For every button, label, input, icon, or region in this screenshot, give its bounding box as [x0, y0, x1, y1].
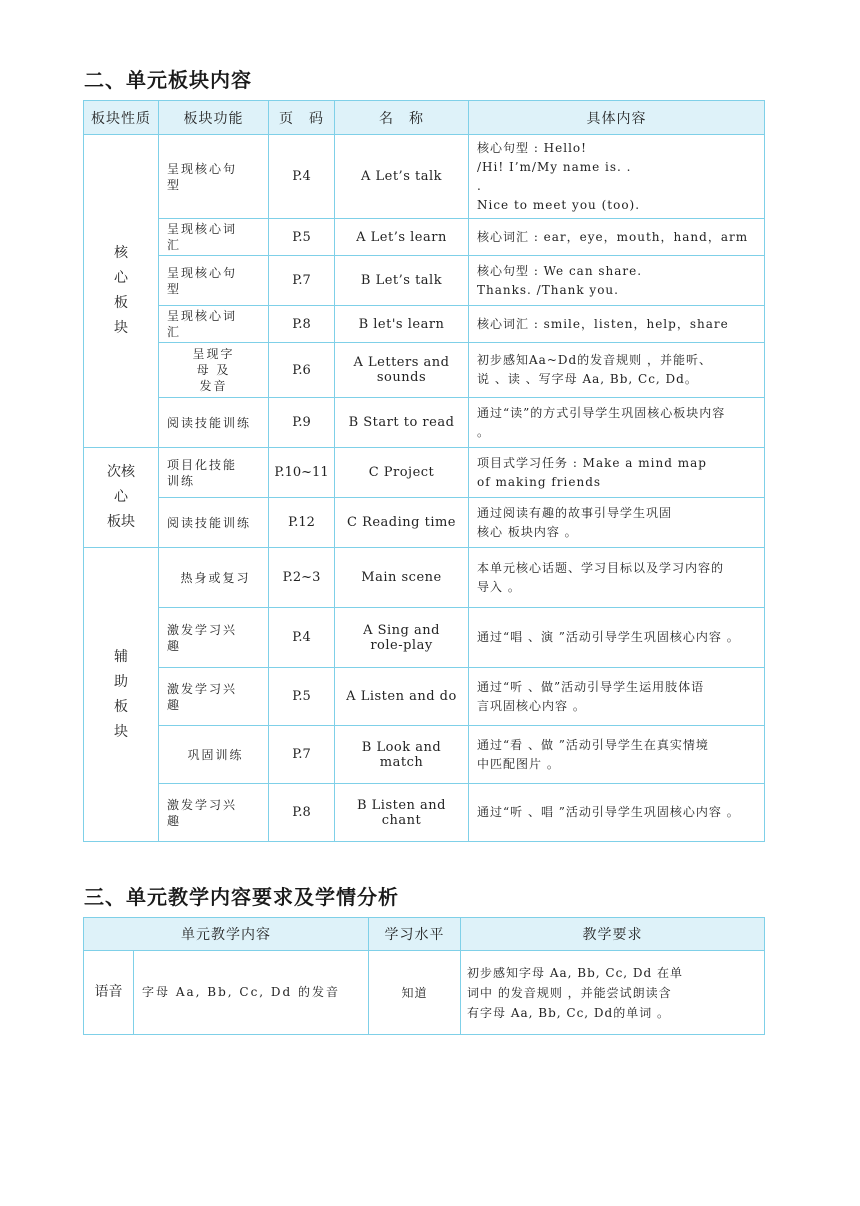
content-cell: 通过阅读有趣的故事引导学生巩固 核心 板块内容 。: [469, 498, 765, 548]
page-cell: P.8: [269, 306, 335, 343]
category-cell: 次核 心 板块: [84, 448, 159, 548]
page-cell: P.4: [269, 608, 335, 668]
header-content: 具体内容: [469, 101, 765, 135]
header-name: 名 称: [335, 101, 469, 135]
page-cell: P.4: [269, 135, 335, 219]
name-cell: A Let’s talk: [335, 135, 469, 219]
table-row: [84, 256, 765, 306]
function-cell: 巩固训练: [159, 726, 269, 784]
name-cell: B Let’s talk: [335, 256, 469, 306]
category-cell: 辅 助 板 块: [84, 548, 159, 842]
header-page: 页 码: [269, 101, 335, 135]
table-row: [84, 608, 765, 668]
section-title-units: 二、单元板块内容: [84, 68, 252, 92]
req-requirement: 初步感知字母 Aa, Bb, Cc, Dd 在单 词中 的发音规则 ，并能尝试朗读含 有字母 Aa, Bb, Cc, Dd的单词 。: [461, 951, 765, 1035]
page-cell: P.9: [269, 398, 335, 448]
content-cell: 核心词汇 : ear，eye，mouth，hand，arm: [469, 219, 765, 256]
function-cell: 激发学习兴 趣: [159, 608, 269, 668]
table-row: [84, 219, 765, 256]
page-cell: P.2~3: [269, 548, 335, 608]
function-cell: 激发学习兴 趣: [159, 784, 269, 842]
function-cell: 热身或复习: [159, 548, 269, 608]
header-level: 学习水平: [369, 918, 461, 951]
content-cell: 项目式学习任务 : Make a mind map of making friends: [469, 448, 765, 498]
req-category: 语音: [84, 951, 134, 1035]
table-row: [84, 343, 765, 398]
function-cell: 激发学习兴 趣: [159, 668, 269, 726]
function-cell: 呈现字 母 及 发音: [159, 343, 269, 398]
table-row: [84, 498, 765, 548]
page-cell: P.7: [269, 256, 335, 306]
page-cell: P.6: [269, 343, 335, 398]
content-cell: 初步感知Aa~Dd的发音规则 ，并能听、 说 、读 、写字母 Aa, Bb, Cc, Dd。: [469, 343, 765, 398]
table-row: [84, 548, 765, 608]
unit-content-table: [83, 100, 765, 842]
table-row: [84, 726, 765, 784]
name-cell: C Project: [335, 448, 469, 498]
page-cell: P.8: [269, 784, 335, 842]
table-row: [84, 668, 765, 726]
name-cell: A Listen and do: [335, 668, 469, 726]
section-title-requirements: 三、单元教学内容要求及学情分析: [84, 885, 399, 909]
header-function: 板块功能: [159, 101, 269, 135]
header-unit-content: 单元教学内容: [84, 918, 369, 951]
function-cell: 呈现核心词 汇: [159, 219, 269, 256]
name-cell: B let's learn: [335, 306, 469, 343]
table-row: [84, 135, 765, 219]
page-cell: P.10~11: [269, 448, 335, 498]
table-row: [84, 448, 765, 498]
category-cell: 核 心 板 块: [84, 135, 159, 448]
header-requirement: 教学要求: [461, 918, 765, 951]
content-cell: 通过“看 、做 ”活动引导学生在真实情境 中匹配图片 。: [469, 726, 765, 784]
function-cell: 阅读技能训练: [159, 398, 269, 448]
header-nature: 板块性质: [84, 101, 159, 135]
content-cell: 本单元核心话题、学习目标以及学习内容的 导入 。: [469, 548, 765, 608]
content-cell: 通过“听 、做”活动引导学生运用肢体语 言巩固核心内容 。: [469, 668, 765, 726]
table-row: [84, 784, 765, 842]
name-cell: B Listen and chant: [335, 784, 469, 842]
content-cell: 核心句型 : We can share. Thanks. /Thank you.: [469, 256, 765, 306]
content-cell: 通过“读”的方式引导学生巩固核心板块内容 。: [469, 398, 765, 448]
requirement-table: [83, 917, 765, 1035]
table-row: [84, 398, 765, 448]
name-cell: A Letters and sounds: [335, 343, 469, 398]
content-cell: 核心词汇 : smile，listen，help，share: [469, 306, 765, 343]
name-cell: A Let’s learn: [335, 219, 469, 256]
function-cell: 呈现核心句 型: [159, 256, 269, 306]
req-row: [84, 951, 765, 1035]
name-cell: C Reading time: [335, 498, 469, 548]
table-header-row: [84, 101, 765, 135]
table-row: [84, 306, 765, 343]
req-content: 字母 Aa, Bb, Cc, Dd 的发音: [134, 951, 369, 1035]
page-cell: P.5: [269, 219, 335, 256]
page-cell: P.12: [269, 498, 335, 548]
req-level: 知道: [369, 951, 461, 1035]
name-cell: A Sing and role-play: [335, 608, 469, 668]
content-cell: 核心句型 : Hello! /Hi! I’m/My name is. . . Nice to meet you (too).: [469, 135, 765, 219]
page-cell: P.7: [269, 726, 335, 784]
name-cell: B Start to read: [335, 398, 469, 448]
function-cell: 阅读技能训练: [159, 498, 269, 548]
req-header-row: [84, 918, 765, 951]
name-cell: Main scene: [335, 548, 469, 608]
function-cell: 项目化技能 训练: [159, 448, 269, 498]
name-cell: B Look and match: [335, 726, 469, 784]
function-cell: 呈现核心句 型: [159, 135, 269, 219]
content-cell: 通过“唱 、演 ”活动引导学生巩固核心内容 。: [469, 608, 765, 668]
content-cell: 通过“听 、唱 ”活动引导学生巩固核心内容 。: [469, 784, 765, 842]
function-cell: 呈现核心词 汇: [159, 306, 269, 343]
page-cell: P.5: [269, 668, 335, 726]
